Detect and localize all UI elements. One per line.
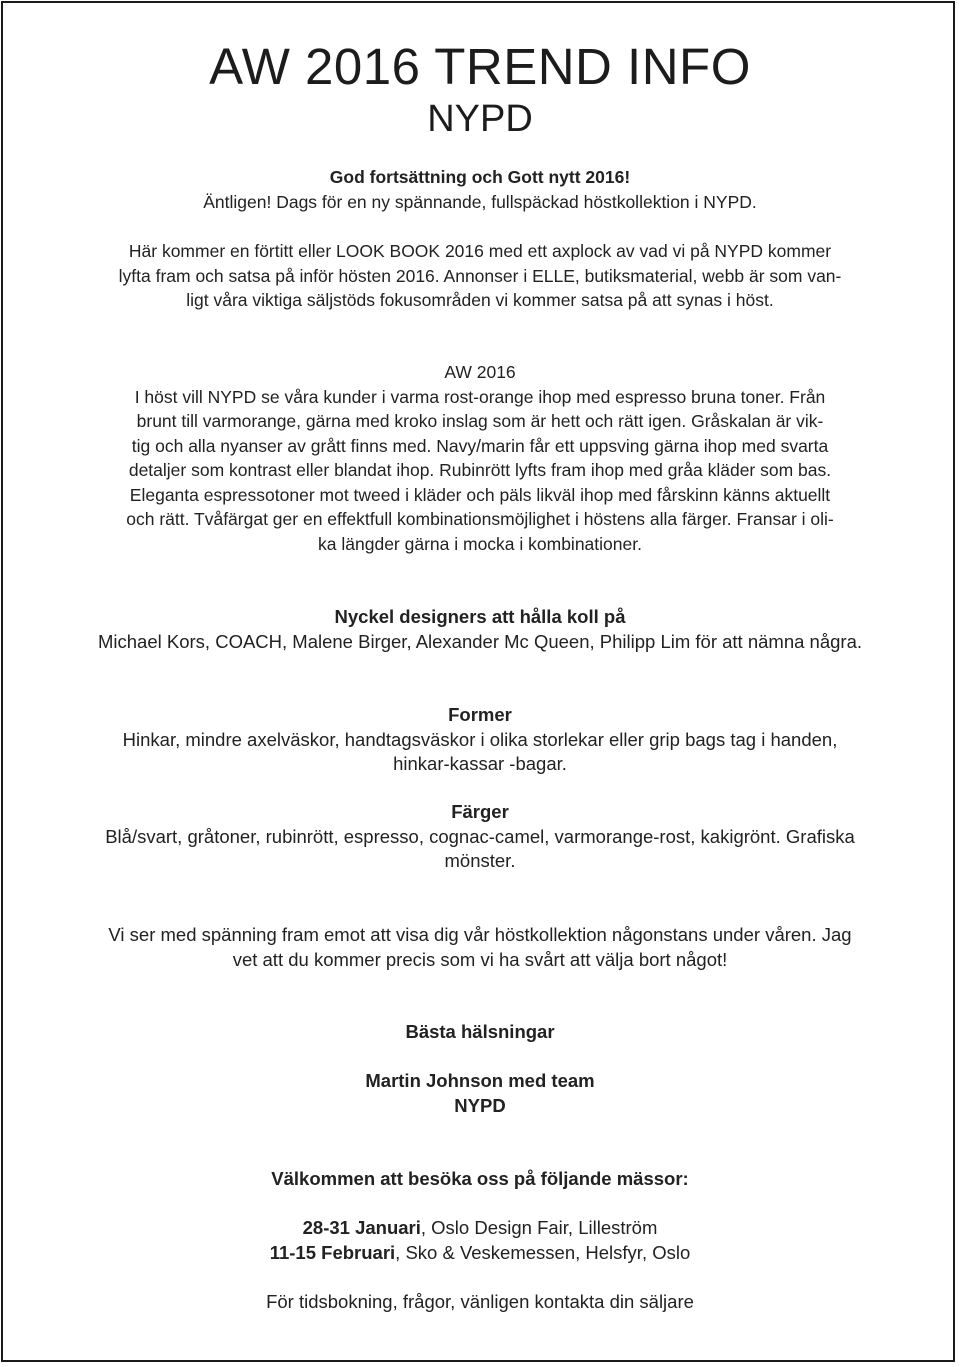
- paragraph-line: ligt våra viktiga säljstöds fokusområden vi kommer satsa på att synas i höst.: [186, 290, 774, 310]
- designers-heading: Nyckel designers att hålla koll på: [334, 606, 626, 627]
- closing-line: vet att du kommer precis som vi ha svårt att välja bort något!: [232, 948, 728, 970]
- former-section: [3, 703, 957, 777]
- signature-company: NYPD: [454, 1094, 506, 1116]
- former-line: hinkar-kassar -bagar.: [393, 753, 567, 774]
- farger-heading: Färger: [451, 801, 509, 822]
- farger-line: Blå/svart, gråtoner, rubinrött, espresso, cognac-camel, varmorange-rost, kakigrönt. Grafiska: [105, 825, 855, 847]
- aw-section: [3, 360, 957, 556]
- fair-detail: , Sko & Veskemessen, Helsfyr, Oslo: [395, 1241, 691, 1263]
- fair-item: [3, 1241, 957, 1266]
- farger-section: [3, 800, 957, 874]
- greeting: God fortsättning och Gott nytt 2016!: [329, 167, 631, 187]
- lookbook-paragraph: [3, 239, 957, 313]
- signature-name: Martin Johnson med team: [365, 1070, 595, 1091]
- intro-block: [3, 165, 957, 214]
- farger-line: mönster.: [444, 850, 516, 871]
- former-line: Hinkar, mindre axelväskor, handtagsväskor i olika storlekar eller grip bags tag i handen,: [122, 728, 838, 750]
- paragraph-line: Här kommer en förtitt eller LOOK BOOK 2016 med ett axplock av vad vi på NYPD kommer: [128, 241, 832, 261]
- closing-line: Vi ser med spänning fram emot att visa dig vår höstkollektion någonstans under våren. Jag: [108, 924, 852, 945]
- aw-line: tig och alla nyanser av grått finns med. Navy/marin får ett uppsving gärna ihop med svarta: [131, 435, 829, 456]
- aw-line: och rätt. Tvåfärgat ger en effektfull kombinationsmöjlighet i höstens alla färger. Fransar i oli-: [126, 509, 834, 529]
- designers-section: [3, 605, 957, 654]
- aw-heading: AW 2016: [444, 362, 516, 382]
- intro-line: Äntligen! Dags för en ny spännande, fullspäckad höstkollektion i NYPD.: [203, 191, 757, 212]
- aw-line: detaljer som kontrast eller blandat ihop. Rubinrött lyfts fram ihop med gråa kläder som bas.: [128, 460, 832, 480]
- aw-line: Eleganta espressotoner mot tweed i kläder och päls likväl ihop med fårskinn känns aktuellt: [129, 484, 831, 505]
- aw-line: I höst vill NYPD se våra kunder i varma rost-orange ihop med espresso bruna toner. Från: [134, 386, 826, 407]
- document-title: AW 2016 TREND INFO: [209, 38, 751, 95]
- regards: Bästa hälsningar: [405, 1021, 555, 1042]
- fair-date: 28-31 Januari: [302, 1217, 421, 1238]
- fair-item: [3, 1216, 957, 1241]
- paragraph-line: lyfta fram och satsa på inför hösten 2016. Annonser i ELLE, butiksmaterial, webb är som van-: [118, 265, 842, 286]
- contact-line: För tidsbokning, frågor, vänligen kontakta din säljare: [266, 1291, 694, 1312]
- document-subtitle: NYPD: [427, 98, 533, 140]
- document-page: [1, 1, 955, 1362]
- signature: [3, 1069, 957, 1118]
- aw-line: brunt till varmorange, gärna med kroko inslag som är hett och rätt igen. Gråskalan är vik-: [136, 411, 824, 431]
- fair-detail: , Oslo Design Fair, Lilleström: [420, 1217, 658, 1238]
- former-heading: Former: [448, 704, 512, 725]
- designers-text: Michael Kors, COACH, Malene Birger, Alexander Mc Queen, Philipp Lim för att nämna några.: [98, 630, 862, 652]
- fairs-list: [3, 1216, 957, 1265]
- aw-line: ka längder gärna i mocka i kombinationer.: [318, 533, 642, 554]
- closing-section: [3, 923, 957, 972]
- fairs-heading: Välkommen att besöka oss på följande mässor:: [271, 1168, 689, 1189]
- fair-date: 11-15 Februari: [269, 1241, 396, 1263]
